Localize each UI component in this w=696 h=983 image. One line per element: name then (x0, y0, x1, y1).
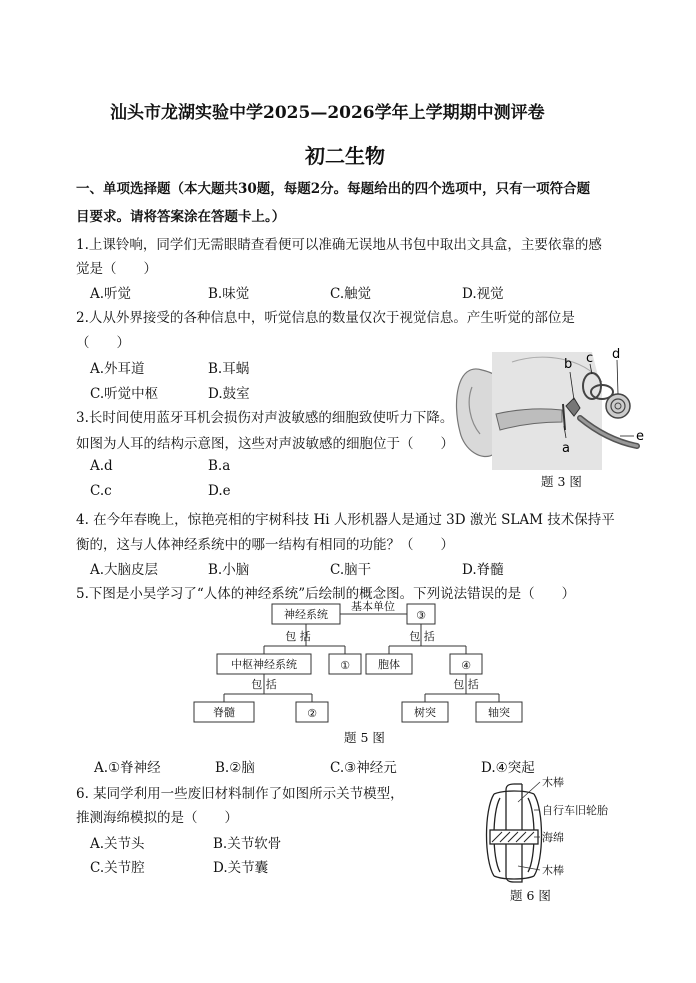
ear-structure-figure (452, 342, 652, 470)
q5-option-c: C.③神经元 (330, 760, 397, 776)
node-cell-body: 胞体 (378, 658, 400, 671)
node-spinal-cord: 脊髓 (213, 706, 235, 719)
q1-option-a: A.听觉 (90, 286, 132, 302)
q6-option-c: C.关节腔 (90, 860, 145, 876)
q3-stem-line2: 如图为人耳的结构示意图，这些对声波敏感的细胞位于（ ） (76, 436, 454, 452)
label-basic-unit: 基本单位 (351, 600, 395, 613)
q6-stem-line1: 6. 某同学利用一些废旧材料制作了如图所示关节模型， (76, 786, 404, 802)
node-4: ④ (461, 659, 471, 672)
node-1: ① (340, 659, 350, 672)
q5-stem: 5.下图是小昊学习了“人体的神经系统”后绘制的概念图。下列说法错误的是（ ） (76, 586, 576, 602)
q6-option-a: A.关节头 (90, 836, 145, 852)
node-cns: 中枢神经系统 (231, 658, 297, 671)
node-nervous-system: 神经系统 (284, 608, 328, 621)
q1-option-d: D.视觉 (462, 286, 504, 302)
ear-label-a: a (562, 441, 570, 456)
q3-option-d: D.e (208, 483, 231, 499)
q2-stem-line2: （ ） (76, 335, 130, 351)
ear-label-b: b (564, 357, 573, 372)
node-axon: 轴突 (488, 706, 510, 719)
q4-option-c: C.脑干 (330, 562, 372, 578)
q6-option-d: D.关节囊 (213, 860, 269, 876)
q3-option-b: B.a (208, 458, 231, 474)
subject-title: 初二生物 (305, 144, 385, 168)
section-heading-line1: 一、单项选择题（本大题共30题，每题2分。每题给出的四个选项中，只有一项符合题 (76, 181, 591, 197)
ear-label-c: c (586, 351, 594, 366)
node-3: ③ (416, 609, 426, 622)
label-include-4: 包 括 (453, 678, 479, 691)
joint-label-sponge: 海绵 (542, 831, 564, 844)
q1-stem-line1: 1.上课铃响，同学们无需眼睛查看便可以准确无误地从书包中取出文具盒，主要依靠的感 (76, 237, 602, 253)
section-heading-line2: 目要求。请将答案涂在答题卡上。） (76, 209, 286, 225)
label-include-1: 包 括 (285, 630, 311, 643)
q5-option-b: B.②脑 (215, 760, 255, 776)
node-dendrite: 树突 (414, 706, 436, 719)
q6-option-b: B.关节软骨 (213, 836, 282, 852)
q6-figure-caption: 题 6 图 (510, 888, 551, 903)
q3-option-a: A.d (90, 458, 113, 474)
q6-stem-line2: 推测海绵模拟的是（ ） (76, 810, 238, 826)
nervous-system-concept-map (190, 598, 530, 726)
q5-figure-caption: 题 5 图 (344, 730, 385, 745)
ear-label-e: e (636, 429, 644, 444)
q4-stem-line2: 衡的，这与人体神经系统中的哪一结构有相同的功能？（ ） (76, 537, 454, 553)
label-include-2: 包 括 (409, 630, 435, 643)
q1-option-c: C.触觉 (330, 286, 372, 302)
q1-option-b: B.味觉 (208, 286, 250, 302)
joint-label-wood-bottom: 木棒 (542, 864, 564, 877)
q3-option-c: C.c (90, 483, 112, 499)
q4-option-b: B.小脑 (208, 562, 250, 578)
joint-label-tire: 自行车旧轮胎 (542, 804, 608, 817)
q5-option-d: D.④突起 (481, 760, 535, 776)
q3-stem-line1: 3.长时间使用蓝牙耳机会损伤对声波敏感的细胞致使听力下降。 (76, 410, 454, 426)
q5-option-a: A.①脊神经 (94, 760, 161, 776)
q4-option-a: A.大脑皮层 (90, 562, 159, 578)
node-2: ② (307, 707, 317, 720)
q2-stem-line1: 2.人从外界接受的各种信息中，听觉信息的数量仅次于视觉信息。产生听觉的部位是 (76, 310, 575, 326)
q4-stem-line1: 4. 在今年春晚上，惊艳亮相的宇树科技 Hi 人形机器人是通过 3D 激光 SLAM 技术保持平 (76, 512, 615, 528)
exam-title: 汕头市龙湖实验中学2025—2026学年上学期期中测评卷 (110, 103, 545, 123)
joint-label-wood-top: 木棒 (542, 776, 564, 789)
q2-option-b: B.耳蜗 (208, 361, 250, 377)
joint-model-figure (478, 770, 638, 886)
q2-option-c: C.听觉中枢 (90, 386, 159, 402)
q2-option-d: D.鼓室 (208, 386, 250, 402)
q2-option-a: A.外耳道 (90, 361, 145, 377)
label-include-3: 包 括 (251, 678, 277, 691)
q4-option-d: D.脊髓 (462, 562, 504, 578)
ear-label-d: d (612, 347, 621, 362)
q1-stem-line2: 觉是（ ） (76, 261, 157, 277)
q3-figure-caption: 题 3 图 (541, 474, 582, 489)
